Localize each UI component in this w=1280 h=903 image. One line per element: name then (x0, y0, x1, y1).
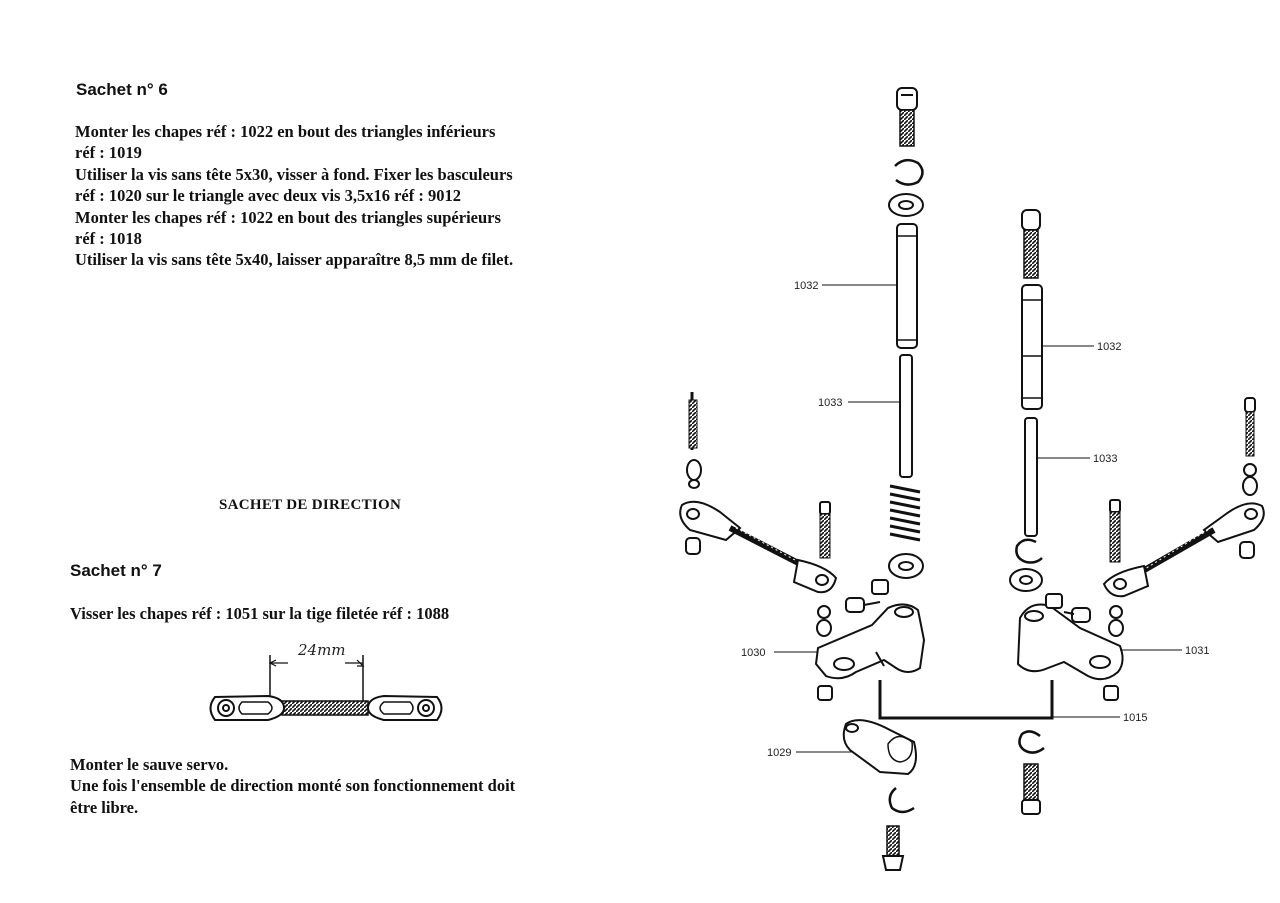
sachet6-line: réf : 1020 sur le triangle avec deux vis 3,5x16 réf : 9012 (75, 186, 461, 206)
sachet7-line: être libre. (70, 797, 139, 817)
label-1031: 1031 (1185, 645, 1210, 657)
sachet6-line: réf : 1019 (75, 143, 142, 163)
dimension-label: 24mm (298, 641, 346, 659)
sachet6-line: Monter les chapes réf : 1022 en bout des triangles supérieurs (75, 207, 501, 227)
sachet7-line: Une fois l'ensemble de direction monté son fonctionnement doit (70, 776, 516, 796)
sachet6-line: Utiliser la vis sans tête 5x30, visser à fond. Fixer les basculeurs (75, 164, 513, 184)
label-1033-left: 1033 (818, 397, 843, 409)
label-1032-right: 1032 (1097, 341, 1122, 353)
sachet7-line: Monter le sauve servo. (70, 755, 229, 774)
sachet6-title: Sachet n° 6 (76, 80, 168, 99)
label-1032-left: 1032 (794, 280, 819, 292)
label-1033-right: 1033 (1093, 453, 1118, 465)
sachet6-line: réf : 1018 (75, 229, 142, 249)
label-1030: 1030 (741, 647, 766, 659)
turnbuckle-drawing (211, 655, 442, 720)
sachet6-line: Utiliser la vis sans tête 5x40, laisser apparaître 8,5 mm de filet. (75, 250, 514, 270)
sachet7-instruction-line: Visser les chapes réf : 1051 sur la tige filetée réf : 1088 (70, 604, 450, 623)
label-1015: 1015 (1123, 712, 1148, 724)
sachet7-title: Sachet n° 7 (70, 561, 162, 580)
label-1029: 1029 (767, 747, 792, 759)
sachet6-line: Monter les chapes réf : 1022 en bout des triangles inférieurs (75, 122, 496, 141)
direction-section-title: SACHET DE DIRECTION (219, 497, 402, 513)
